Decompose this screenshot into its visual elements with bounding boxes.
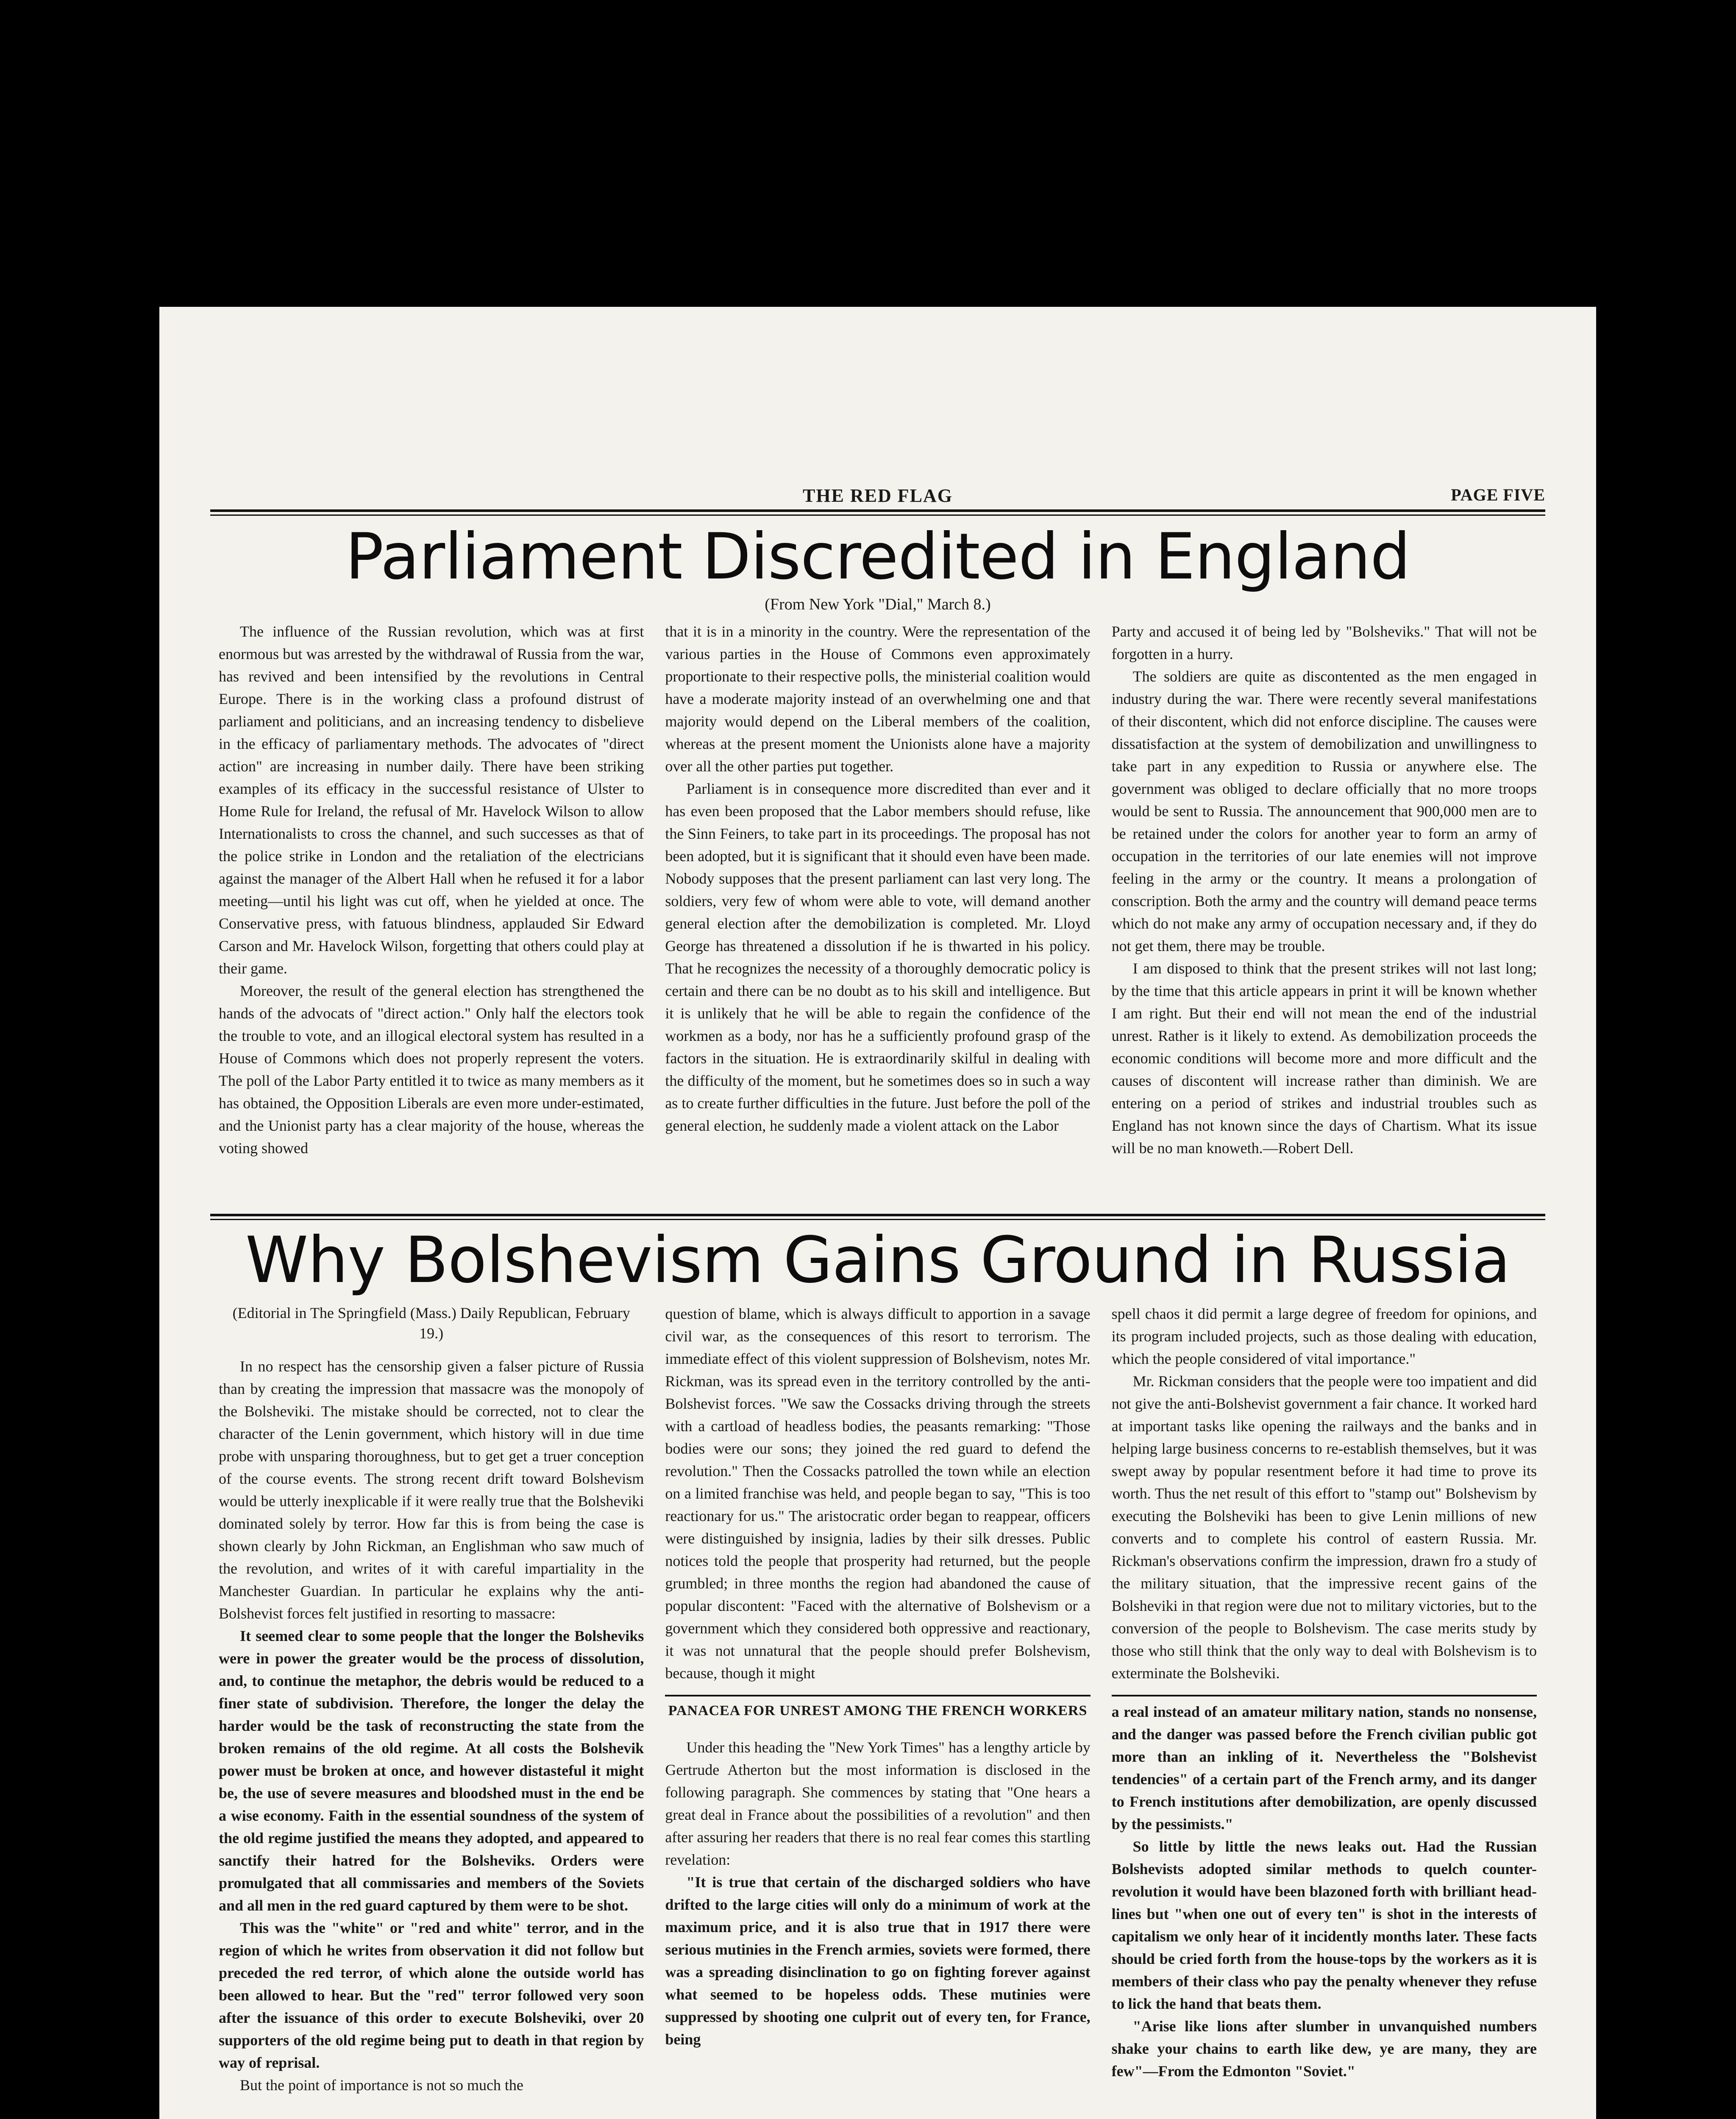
article1-column-3: [1112, 620, 1537, 1210]
newspaper-page: [159, 307, 1596, 2119]
quoted-paragraph: a real instead of an amateur military nation, stands no nonsense, and the danger was passed before the French civilian public got more than an inkling of it. Nevertheless the "Bolshevist tendencies" of a certain part of the French army, and its danger to French institutions after demobilization, are openly discussed by the pessimists.": [1111, 1703, 1537, 1833]
paragraph: The influence of the Russian revolution, which was at first enormous but was arrested by the withdrawal of Russia from the war, has revived and been intensified by the revolutions in Central Europe. There is in the working class a profound distrust of parliament and politicians, and an increasing tendency to disbelieve in the efficacy of parliamentary methods. The advocates of "direct action" are increasing in number daily. There have been striking examples of its efficacy in the successful resistance of Ulster to Home Rule for Ireland, the refusal of Mr. Havelock Wilson to allow Internationalists to cross the channel, and such successes as that of the police strike in London and the retaliation of the electricians against the manager of the Albert Hall when he refused it for a labor meeting—until his light was cut off, when he yielded at once. The Conservative press, with fatuous blindness, applauded Sir Edward Carson and Mr. Havelock Wilson, forgetting that others could play at their game.: [219, 623, 644, 977]
article1-columns: [219, 620, 1537, 1210]
article2-headline: Why Bolshevism Gains Ground in Russia: [245, 1224, 1511, 1297]
section-rule: [1112, 1695, 1537, 1696]
article1-headline: Parliament Discredited in England: [345, 520, 1410, 594]
article3-headline: PANACEA FOR UNREST AMONG THE FRENCH WORKERS: [668, 1703, 1088, 1719]
article-divider-rule: [210, 1214, 1545, 1220]
paragraph: Under this heading the "New York Times" has a lengthy article by Gertrude Atherton but the most information is disclosed in the following paragraph. She commences by stating that "One hears a great deal in France about the possibilities of a revolution" and then after assuring her readers that there is no real fear comes this startling revelation:: [665, 1739, 1091, 1868]
quoted-paragraph: It seemed clear to some people that the longer the Bolsheviks were in power the greater would be the process of dissolution, and, to continue the metaphor, the debris would be reduced to a finer state of subdivision. Therefore, the longer the delay the harder would be the task of reconstructing the state from the broken remains of the old regime. At all costs the Bolshevik power must be broken at once, and however distasteful it might be, the use of severe measures and bloodshed must in the end be a wise economy. Faith in the essential soundness of the system of the old regime justified the means they adopted, and appeared to sanctify their hatred for the Bolsheviks. Orders were promulgated that all commissaries and members of the Soviets and all men in the red guard captured by them were to be shot.: [219, 1627, 644, 1914]
paragraph: In no respect has the censorship given a falser picture of Russia than by creating the impression that massacre was the monopoly of the Bolsheviki. The mistake should be corrected, not to clear the character of the Lenin government, which history will in due time probe with unsparing thoroughness, but to get get a truer conception of the course events. The strong recent drift toward Bolshevism would be utterly inexplicable if it were really true that the Bolsheviki dominated solely by terror. How far this is from being the case is shown clearly by John Rickman, an Englishman who saw much of the revolution, and writes of it with careful impartiality in the Manchester Guardian. In particular he explains why the anti-Bolshevist forces felt justified in resorting to massacre:: [219, 1358, 644, 1622]
article2-column-3: [1112, 1303, 1537, 2119]
article2-byline: (Editorial in The Springfield (Mass.) Daily Republican, February 19.): [232, 1304, 630, 1342]
page-header: [210, 485, 1545, 510]
quoted-paragraph: "It is true that certain of the discharged soldiers who have drifted to the large cities will only do a minimum of work at the maximum price, and it is also true that in 1917 there were serious mutinies in the French armies, soviets were formed, there was a spreading disinclination to go on fighting forever against what seemed to be hopeless odds. These mutinies were suppressed by shooting one culprit out of every ten, for France, being: [665, 1874, 1091, 2048]
paragraph: But the point of importance is not so much the: [240, 2077, 523, 2094]
closing-quote: "Arise like lions after slumber in unvanquished numbers shake your chains to earth like dew, ye are many, they are few"—From the Edmonton "Soviet.": [1111, 2018, 1537, 2080]
paragraph: Parliament is in consequence more discredited than ever and it has even been proposed that the Labor members should refuse, like the Sinn Feiners, to take part in its proceedings. The proposal has not been adopted, but it is significant that it should even have been made. Nobody supposes that the present parliament can last very long. The soldiers, very few of whom were able to vote, will demand another general election after the demobilization is completed. Mr. Lloyd George has threatened a dissolution if he is thwarted in his policy. That he recognizes the necessity of a thoroughly democratic policy is certain and there can be no doubt as to his skill and intelligence. But it is unlikely that he will be able to regain the confidence of the workmen as a body, nor has he a sufficiently profound grasp of the factors in the situation. He is extraordinarily skilful in dealing with the difficulty of the moment, but he sometimes does so in such a way as to create further difficulties in the future. Just before the poll of the general election, he suddenly made a violent attack on the Labor: [665, 780, 1091, 1134]
paragraph: Mr. Rickman considers that the people were too impatient and did not give the anti-Bolshevist government a fair chance. It worked hard at important tasks like opening the railways and the banks and in helping large business concerns to re-establish themselves, but it was swept away by popular resentment before it had time to prove its worth. Thus the net result of this effort to "stamp out" Bolshevism by executing the Bolsheviki has been to give Lenin millions of new converts and to complete his control of eastern Russia. Mr. Rickman's observations confirm the impression, drawn fro a study of the military situation, that the impressive recent gains of the Bolsheviki in that region were due not to military victories, but to the conversion of the people to Bolshevism. The case merits study by those who still think that the only way to deal with Bolshevism is to exterminate the Bolsheviki.: [1111, 1373, 1537, 1682]
article1-column-2: [665, 620, 1090, 1210]
article1-column-1: [219, 620, 644, 1210]
paragraph: I am disposed to think that the present strikes will not last long; by the time that this article appears in print it will be known whether I am right. But their end will not mean the end of the industrial unrest. Rather is it likely to extend. As demobilization proceeds the economic conditions will become more and more difficult and the causes of discontent will increase rather than diminish. We are entering on a period of strikes and industrial troubles such as England has not known since the days of Chartism. What its issue will be no man knoweth.—Robert Dell.: [1111, 960, 1537, 1157]
paragraph: Party and accused it of being led by "Bolsheviks." That will not be forgotten in a hurry.: [1111, 623, 1537, 662]
paragraph: that it is in a minority in the country. Were the representation of the various parties in the House of Commons even approximately proportionate to their respective polls, the ministerial coalition would have a moderate majority instead of an overwhelming one and that majority would depend on the Liberal members of the coalition, whereas at the present moment the Unionists alone have a majority over all the other parties put together.: [665, 623, 1091, 775]
section-rule: [665, 1695, 1090, 1696]
header-rule: [210, 509, 1545, 516]
paragraph: spell chaos it did permit a large degree of freedom for opinions, and its program included projects, such as those dealing with education, which the people considered of vital importance.": [1111, 1305, 1537, 1367]
paper-name: THE RED FLAG: [802, 485, 953, 506]
article2-column-2: [665, 1303, 1090, 2119]
article2-column-1: [219, 1303, 644, 2119]
paragraph: Moreover, the result of the general election has strengthened the hands of the advocats of "direct action." Only half the electors took the trouble to vote, and an illogical electoral system has resulted in a House of Commons which does not properly represent the voters. The poll of the Labor Party entitled it to twice as many members as it has obtained, the Opposition Liberals are even more under-estimated, and the Unionist party has a clear majority of the house, whereas the voting showed: [219, 982, 644, 1157]
paragraph: This was the "white" or "red and white" terror, and in the region of which he writes from observation it did not follow but preceded the red terror, of which alone the outside world has been allowed to hear. But the "red" terror followed very soon after the issuance of this order to execute Bolsheviki, over 20 supporters of the old regime being put to death in that region by way of reprisal.: [219, 1919, 644, 2071]
article2-columns: [219, 1303, 1537, 2119]
paragraph: The soldiers are quite as discontented as the men engaged in industry during the war. There were recently several manifestations of their discontent, which did not enforce discipline. The causes were dissatisfaction at the system of demobilization and unwillingness to take part in any expedition to Russia or anywhere else. The government was obliged to declare officially that no more troops would be sent to Russia. The announcement that 900,000 men are to be retained under the colors for another year to form an army of occupation in the territories of our late enemies will not improve feeling in the army or the country. It means a prolongation of conscription. Both the army and the country will demand peace terms which do not make any army of occupation necessary and, if they do not get them, there may be trouble.: [1111, 668, 1537, 954]
paragraph: So little by little the news leaks out. Had the Russian Bolshevists adopted similar methods to quelch counter-revolution it would have been blazoned forth with brilliant head-lines but "when one out of every ten" is shot in the interests of capitalism we only hear of it incidently months later. These facts should be cried forth from the house-tops by the workers as it is members of their class who pay the penalty whenever they refuse to lick the hand that beats them.: [1111, 1838, 1537, 2012]
paragraph: question of blame, which is always difficult to apportion in a savage civil war, as the consequences of this resort to terrorism. The immediate effect of this violent suppression of Bolshevism, notes Mr. Rickman, was its spread even in the territory controlled by the anti-Bolshevist forces. "We saw the Cossacks driving through the streets with a cartload of headless bodies, the peasants remarking: "Those bodies were our sons; they joined the red guard to defend the revolution." Then the Cossacks patrolled the town while an election on a limited franchise was held, and people began to say, "This is too reactionary for us." The aristocratic order began to reappear, officers were distinguished by insignia, ladies by their silk dresses. Public notices told the people that prosperity had returned, but the people grumbled; in three months the region had abandoned the cause of popular discontent: "Faced with the alternative of Bolshevism or a government which they considered both oppressive and reactionary, it was not unnatural that the people should prefer Bolshevism, because, though it might: [665, 1305, 1091, 1682]
article1-source: (From New York "Dial," March 8.): [765, 595, 991, 613]
page-number: PAGE FIVE: [1451, 485, 1545, 504]
